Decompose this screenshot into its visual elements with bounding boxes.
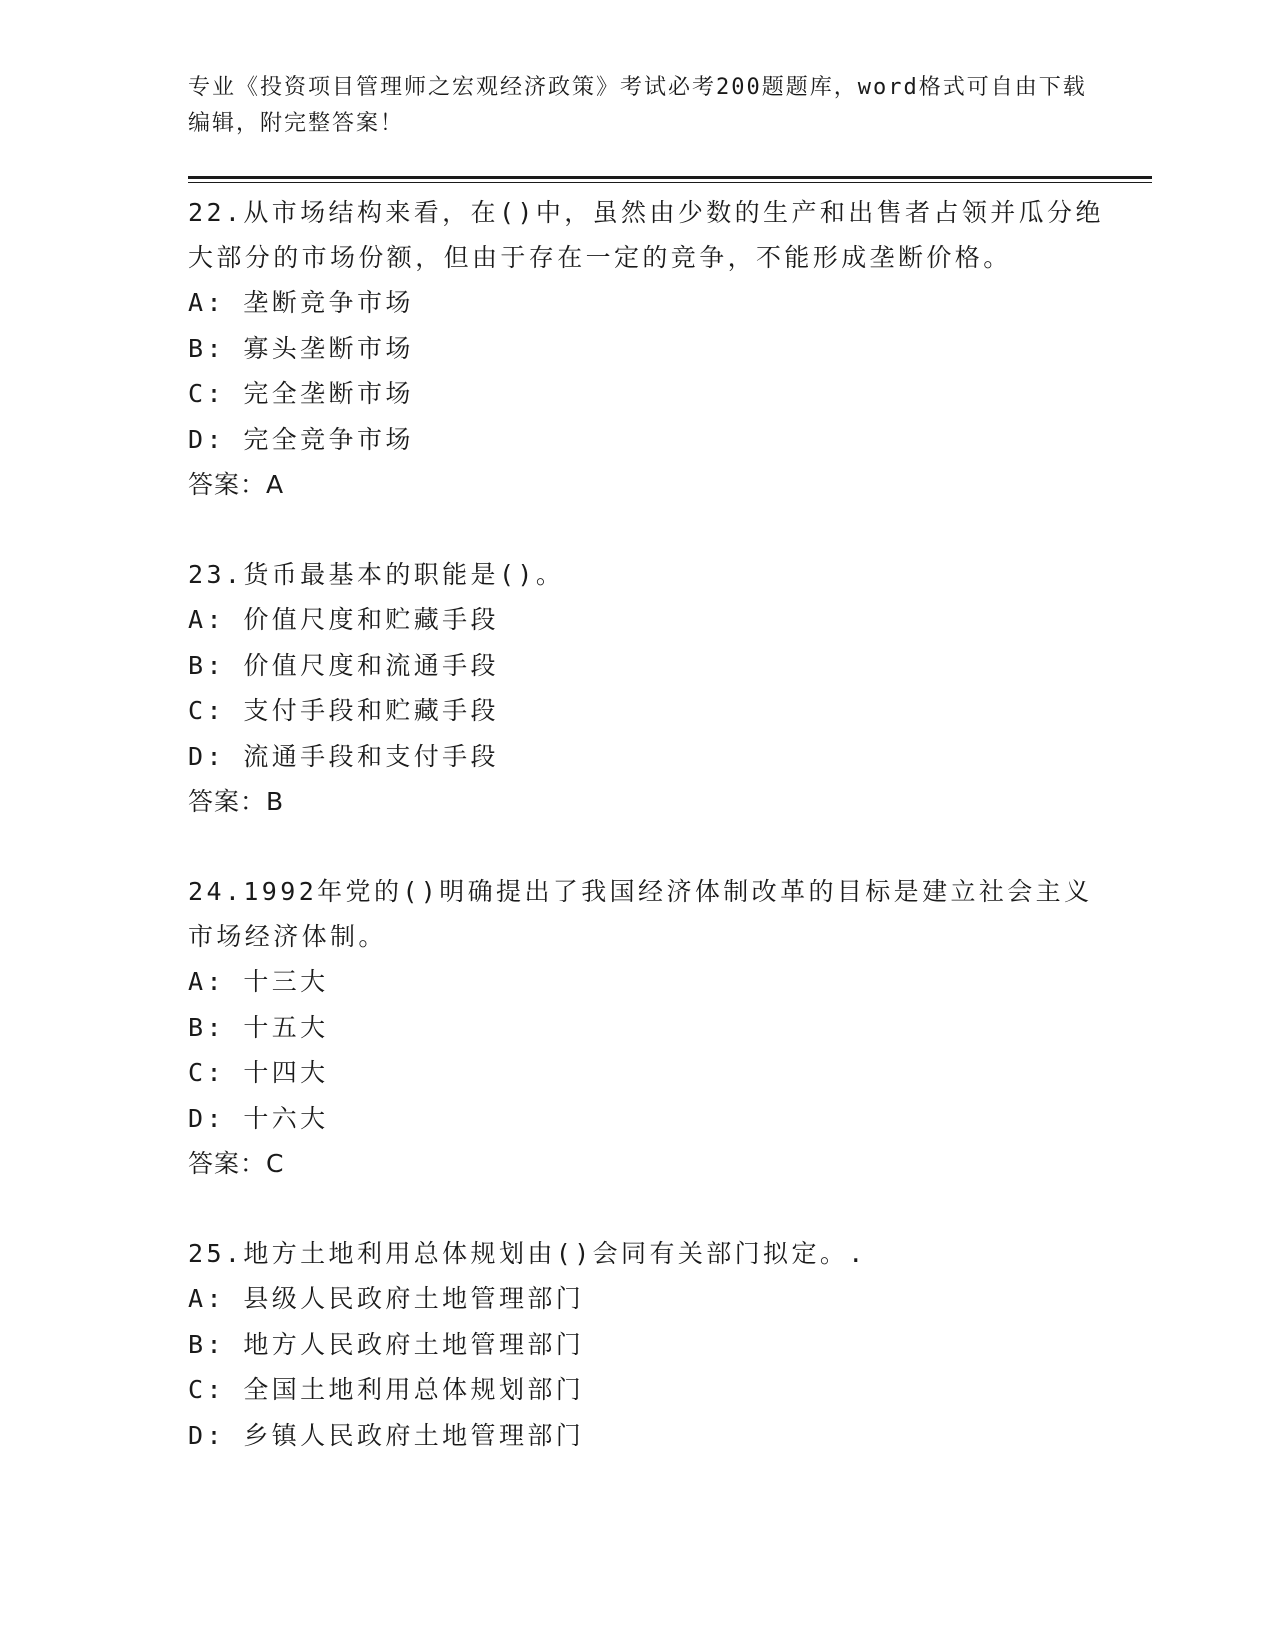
question-gap bbox=[188, 507, 1108, 552]
question-22 bbox=[188, 190, 1108, 507]
header-divider-thick bbox=[188, 176, 1152, 179]
option-a: A: 价值尺度和贮藏手段 bbox=[188, 605, 499, 634]
answer-line: 答案：A bbox=[188, 470, 285, 499]
option-d: D: 流通手段和支付手段 bbox=[188, 741, 499, 771]
option-b: B: 价值尺度和流通手段 bbox=[188, 650, 499, 680]
option-d: D: 乡镇人民政府土地管理部门 bbox=[188, 1420, 585, 1450]
question-24 bbox=[188, 869, 1108, 1186]
question-stem: 22.从市场结构来看，在()中，虽然由少数的生产和出售者占领并瓜分绝大部分的市场份额，但由于存在一定的竞争，不能形成垄断价格。 bbox=[188, 198, 1104, 272]
option-c: C: 十四大 bbox=[188, 1058, 329, 1087]
option-d: D: 完全竞争市场 bbox=[188, 424, 414, 454]
question-stem: 25.地方土地利用总体规划由()会同有关部门拟定。. bbox=[188, 1239, 867, 1268]
option-d: D: 十六大 bbox=[188, 1103, 329, 1133]
option-c: C: 完全垄断市场 bbox=[188, 379, 414, 408]
option-b: B: 十五大 bbox=[188, 1012, 329, 1042]
option-c: C: 全国土地利用总体规划部门 bbox=[188, 1375, 585, 1404]
option-a: A: 垄断竞争市场 bbox=[188, 288, 414, 317]
answer-line: 答案：C bbox=[188, 1149, 285, 1178]
option-a: A: 县级人民政府土地管理部门 bbox=[188, 1284, 585, 1313]
question-list bbox=[188, 190, 1108, 1458]
option-b: B: 寡头垄断市场 bbox=[188, 333, 414, 363]
document-header: 专业《投资项目管理师之宏观经济政策》考试必考200题题库，word格式可自由下载编辑，附完整答案！ bbox=[188, 75, 1087, 136]
option-c: C: 支付手段和贮藏手段 bbox=[188, 696, 499, 725]
header-divider-thin bbox=[188, 182, 1152, 183]
question-25 bbox=[188, 1231, 1108, 1458]
option-b: B: 地方人民政府土地管理部门 bbox=[188, 1329, 585, 1359]
question-23 bbox=[188, 552, 1108, 824]
question-stem: 23.货币最基本的职能是()。 bbox=[188, 560, 565, 589]
question-stem: 24.1992年党的()明确提出了我国经济体制改革的目标是建立社会主义市场经济体制。 bbox=[188, 877, 1093, 951]
question-gap bbox=[188, 824, 1108, 869]
answer-line: 答案：B bbox=[188, 787, 285, 816]
option-a: A: 十三大 bbox=[188, 967, 329, 996]
question-gap bbox=[188, 1186, 1108, 1231]
